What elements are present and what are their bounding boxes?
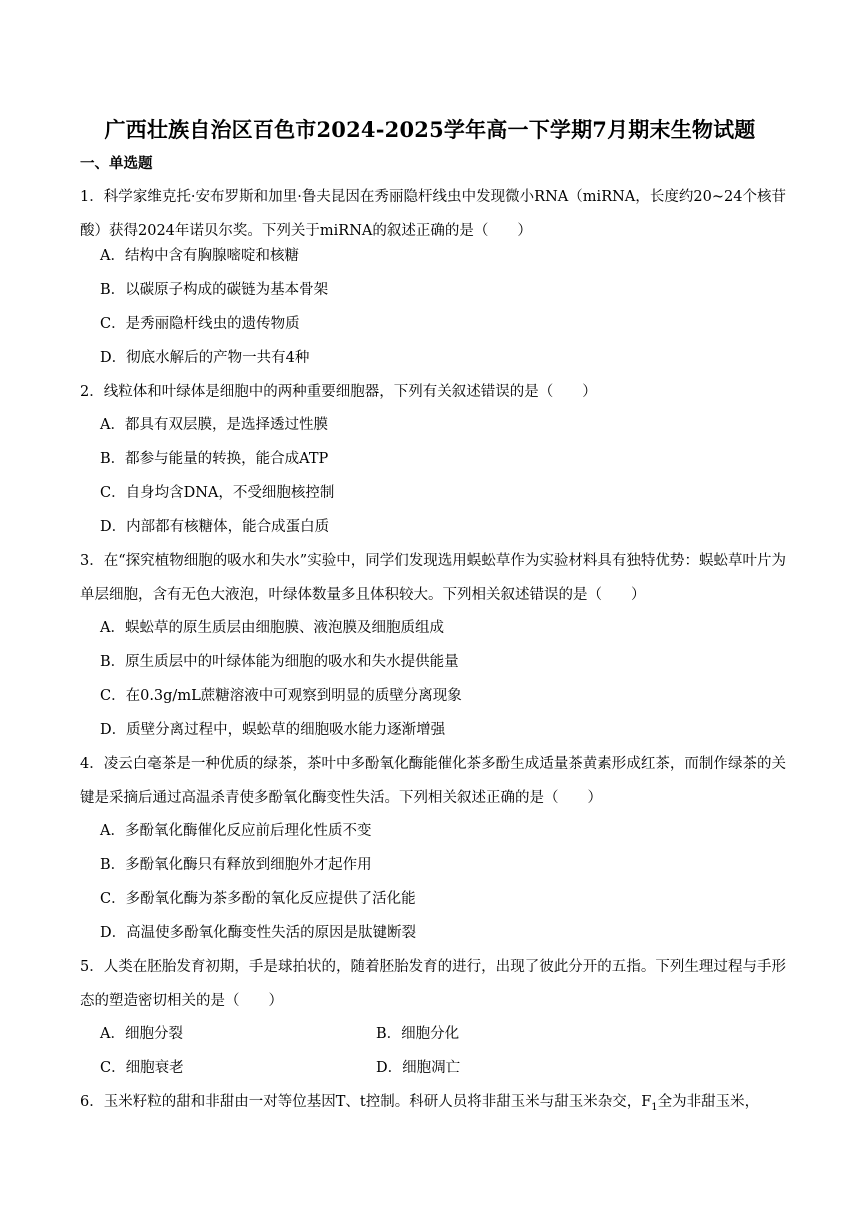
question-5-option-a: A．细胞分裂 xyxy=(100,1026,183,1042)
question-2-option-c: C．自身均含DNA，不受细胞核控制 xyxy=(100,485,335,501)
question-2-stem: 2．线粒体和叶绿体是细胞中的两种重要细胞器，下列有关叙述错误的是（ ） xyxy=(80,384,597,400)
question-2-option-a: A．都具有双层膜，是选择透过性膜 xyxy=(100,417,328,433)
question-1-option-b: B．以碳原子构成的碳链为基本骨架 xyxy=(100,282,329,298)
question-3-option-d: D．质壁分离过程中，蜈蚣草的细胞吸水能力逐渐增强 xyxy=(100,722,446,738)
question-2-option-d: D．内部都有核糖体，能合成蛋白质 xyxy=(100,519,330,535)
question-4-option-c: C．多酚氧化酶为茶多酚的氧化反应提供了活化能 xyxy=(100,891,416,907)
question-6-text-b: 全为非甜玉米， xyxy=(657,1094,760,1110)
question-1-option-a: A．结构中含有胸腺嘧啶和核糖 xyxy=(100,248,299,264)
page-title: 广西壮族自治区百色市2024-2025学年高一下学期7月期末生物试题 xyxy=(104,117,756,142)
question-1-stem: 1．科学家维克托·安布罗斯和加里·鲁夫昆因在秀丽隐杆线虫中发现微小RNA（miRNA，长度约20~24个核苷酸）获得2024年诺贝尔奖。下列关于miRNA的叙述正确的是（ ） xyxy=(80,189,786,239)
question-4-option-d: D．高温使多酚氧化酶变性失活的原因是肽键断裂 xyxy=(100,925,417,941)
question-2-option-b: B．都参与能量的转换，能合成ATP xyxy=(100,451,329,467)
question-4-stem: 4．凌云白毫茶是一种优质的绿茶，茶叶中多酚氧化酶能催化茶多酚生成适量茶黄素形成红茶，而制作绿茶的关键是采摘后通过高温杀青使多酚氧化酶变性失活。下列相关叙述正确的是（ ） xyxy=(80,756,786,806)
question-4-option-b: B．多酚氧化酶只有释放到细胞外才起作用 xyxy=(100,857,372,873)
question-6-text-a: 6．玉米籽粒的甜和非甜由一对等位基因T、t控制。科研人员将非甜玉米与甜玉米杂交，F xyxy=(80,1094,652,1110)
question-3-option-a: A．蜈蚣草的原生质层由细胞膜、液泡膜及细胞质组成 xyxy=(100,620,444,636)
question-3-stem: 3．在“探究植物细胞的吸水和失水”实验中，同学们发现选用蜈蚣草作为实验材料具有独特优势：蜈蚣草叶片为单层细胞，含有无色大液泡，叶绿体数量多且体积较大。下列相关叙述错误的是（ ） xyxy=(80,553,786,603)
question-3-option-c: C．在0.3g/mL蔗糖溶液中可观察到明显的质壁分离现象 xyxy=(100,688,462,704)
question-5-option-b: B．细胞分化 xyxy=(376,1026,460,1042)
section-heading: 一、单选题 xyxy=(80,155,153,172)
question-1-option-c: C．是秀丽隐杆线虫的遗传物质 xyxy=(100,316,300,332)
question-5-option-c: C．细胞衰老 xyxy=(100,1060,184,1076)
question-4-option-a: A．多酚氧化酶催化反应前后理化性质不变 xyxy=(100,823,372,839)
question-5-stem: 5．人类在胚胎发育初期，手是球拍状的，随着胚胎发育的进行，出现了彼此分开的五指。下列生理过程与手形态的塑造密切相关的是（ ） xyxy=(80,959,786,1009)
question-1-option-d: D．彻底水解后的产物一共有4种 xyxy=(100,350,310,366)
question-6-stem xyxy=(80,1085,786,1125)
question-5-option-d: D．细胞凋亡 xyxy=(376,1060,461,1076)
question-6-subscript: 1 xyxy=(651,1101,658,1113)
question-3-option-b: B．原生质层中的叶绿体能为细胞的吸水和失水提供能量 xyxy=(100,654,459,670)
